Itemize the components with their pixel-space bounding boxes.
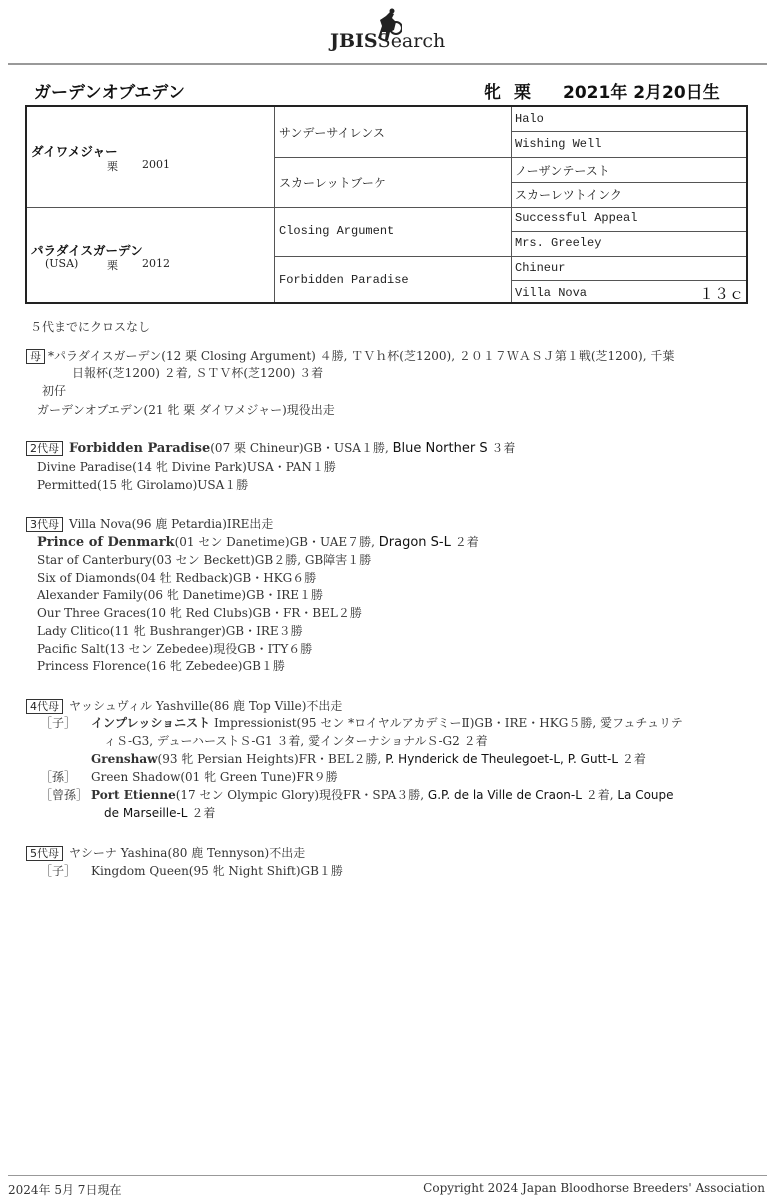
g4-grand-text: Green Shadow(01 牝 Green Tune)FR９勝 <box>91 770 338 784</box>
gen3-3: ノーザンテースト <box>515 164 610 178</box>
g4-great-stake2: La Coupe <box>617 788 674 802</box>
g3-star-stake: Dragon S-L <box>378 535 451 550</box>
g2-main-stake: Blue Norther S <box>392 441 488 456</box>
g4-great-stake: G.P. de la Ville de Craon-L <box>427 788 582 802</box>
gen3-4: スカーレツトインク <box>515 188 622 202</box>
footer-date: 2024年 5月 7日現在 <box>8 1183 122 1197</box>
top-divider <box>8 63 767 65</box>
dam-tag: 母 <box>26 349 45 364</box>
gen2-dam-sire: Closing Argument <box>279 224 395 238</box>
gen3-1: Halo <box>515 112 544 126</box>
g3-line-1: Star of Canterbury(03 セン Beckett)GB２勝, GB障害１勝 <box>37 553 372 567</box>
gen3-5: Successful Appeal <box>515 211 638 225</box>
g4-c2-rest: (93 牝 Persian Heights)FR・BEL２勝, <box>157 752 386 766</box>
g2-main-line <box>26 439 515 456</box>
g4-c1-rest: Impressionist(95 セン *ロイヤルアカデミーⅡ)GB・IRE・HKG５勝, 愛フュチュリテ <box>210 716 683 730</box>
g2-line-1: Divine Paradise(14 牝 Divine Park)USA・PAN１勝 <box>37 460 336 474</box>
g5-main-line <box>26 844 305 861</box>
logo-jbis: JBIS <box>330 30 378 52</box>
g4-great-line2 <box>104 804 215 821</box>
jbis-logo <box>328 8 463 54</box>
dam-name: パラダイスガーデン <box>31 243 143 258</box>
dam-line3: 初仔 <box>42 384 67 398</box>
g3-line-5: Lady Clitico(11 牝 Bushranger)GB・IRE３勝 <box>37 624 303 638</box>
g4-great-mid: ２着, <box>581 788 618 802</box>
dam-color: 栗 <box>107 259 118 272</box>
sire-year: 2001 <box>142 158 170 171</box>
family-number: １３ｃ <box>699 285 745 303</box>
g3-line-2: Six of Diamonds(04 牡 Redback)GB・HKG６勝 <box>37 571 317 585</box>
horse-color: 栗 <box>514 83 531 103</box>
dam-line4: ガーデンオブエデン(21 牝 栗 ダイワメジャー)現役出走 <box>37 403 335 417</box>
g4-c1-line <box>91 714 683 731</box>
g4-c2-stake: P. Hynderick de Theulegoet-L, P. Gutt-L <box>385 752 619 766</box>
gen3-6: Mrs. Greeley <box>515 236 602 250</box>
pedigree-table <box>25 105 748 304</box>
g3-line-6: Pacific Salt(13 セン Zebedee)現役GB・ITY６勝 <box>37 642 313 656</box>
gen2-sire-sire: サンデーサイレンス <box>279 126 385 140</box>
logo-text <box>330 30 445 52</box>
g3-main-line <box>26 515 273 532</box>
g4-grand-label: ［孫］ <box>40 770 77 784</box>
g4-tag: 4代母 <box>26 699 63 714</box>
footer-copyright: Copyright 2024 Japan Bloodhorse Breeders' Association <box>423 1181 765 1195</box>
g4-main-line <box>26 697 342 714</box>
g3-line-3: Alexander Family(06 牝 Danetime)GB・IRE１勝 <box>37 588 324 602</box>
g5-child-label: ［子］ <box>40 864 77 878</box>
dam-line2: 日報杯(芝1200) ２着, ＳＴＶ杯(芝1200) ３着 <box>72 366 324 380</box>
g3-star-line <box>37 533 479 550</box>
g4-great-rest: (17 セン Olympic Glory)現役FR・SPA３勝, <box>175 788 428 802</box>
g4-great-name: Port Etienne <box>91 788 176 802</box>
gen2-sire-dam: スカーレットブーケ <box>279 176 386 190</box>
g3-tag: 3代母 <box>26 517 63 532</box>
g4-c1-line2: ィＳ-G3, デューハーストＳ-G1 ３着, 愛インターナショナルＳ-G2 ２着 <box>104 734 488 748</box>
horse-name: ガーデンオブエデン <box>34 83 185 103</box>
g3-line-7: Princess Florence(16 牝 Zebedee)GB１勝 <box>37 659 285 673</box>
bottom-divider <box>8 1175 767 1176</box>
g2-line-2: Permitted(15 牝 Girolamo)USA１勝 <box>37 478 249 492</box>
g4-c2-place: ２着 <box>618 752 646 766</box>
gen3-7: Chineur <box>515 261 566 275</box>
horse-sex: 牝 <box>484 83 501 103</box>
cross-note: ５代までにクロスなし <box>30 320 151 334</box>
dam-section-line1 <box>26 347 674 364</box>
gen3-8: Villa Nova <box>515 286 588 300</box>
gen2-dam-dam: Forbidden Paradise <box>279 273 409 287</box>
sire-name: ダイワメジャー <box>31 144 118 159</box>
g4-c2-name: Grenshaw <box>91 752 158 766</box>
g3-main: Villa Nova(96 鹿 Petardia)IRE出走 <box>69 517 274 531</box>
dam-year: 2012 <box>142 257 170 270</box>
g4-great-line2-stake: de Marseille-L <box>104 806 188 820</box>
g4-c1-name: インプレッショニスト <box>91 716 211 730</box>
g2-main-name: Forbidden Paradise <box>69 441 211 456</box>
g2-tag: 2代母 <box>26 441 63 456</box>
sire-color: 栗 <box>107 160 118 173</box>
g4-main: ヤッシュヴィル Yashville(86 鹿 Top Ville)不出走 <box>69 699 343 713</box>
g4-great-line <box>91 786 674 803</box>
g3-star-place: ２着 <box>450 535 479 549</box>
g4-great-line2-place: ２着 <box>187 806 216 820</box>
g5-child-text: Kingdom Queen(95 牝 Night Shift)GB１勝 <box>91 864 343 878</box>
g5-tag: 5代母 <box>26 846 63 861</box>
g2-main-place: ３着 <box>487 441 516 455</box>
g5-main: ヤシーナ Yashina(80 鹿 Tennyson)不出走 <box>69 846 306 860</box>
g3-star-rest: (01 セン Danetime)GB・UAE７勝, <box>174 535 379 549</box>
gen3-2: Wishing Well <box>515 137 602 151</box>
logo-search: Search <box>377 30 446 52</box>
g4-great-label: ［曾孫］ <box>40 788 89 802</box>
dam-line1: *パラダイスガーデン(12 栗 Closing Argument) ４勝, ＴＶｈ杯(芝1200), ２０１７ＷＡＳＪ第１戦(芝1200), 千葉 <box>48 349 675 363</box>
g2-main-rest: (07 栗 Chineur)GB・USA１勝, <box>210 441 393 455</box>
g4-child-label: ［子］ <box>40 716 77 730</box>
g4-c2-line <box>91 750 646 767</box>
g3-line-4: Our Three Graces(10 牝 Red Clubs)GB・FR・BEL２勝 <box>37 606 362 620</box>
birth-date: 2021年 2月20日生 <box>563 83 720 103</box>
dam-origin: (USA) <box>45 257 79 270</box>
g3-star-name: Prince of Denmark <box>37 535 175 550</box>
